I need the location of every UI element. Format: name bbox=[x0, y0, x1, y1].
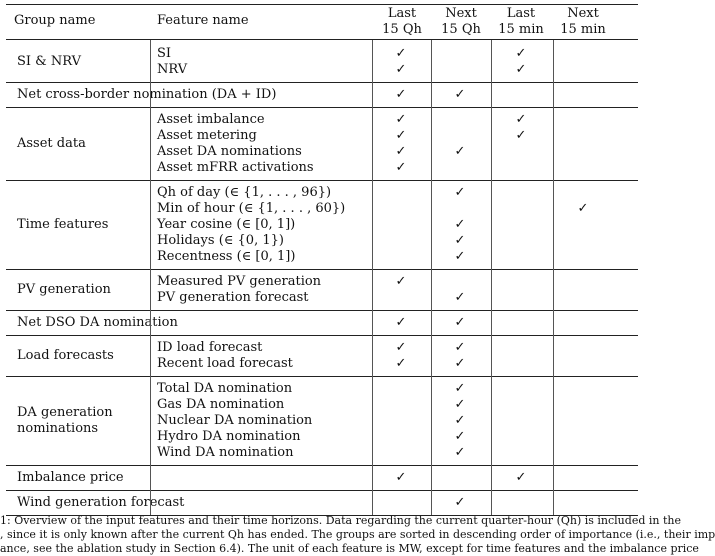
column-divider bbox=[431, 464, 432, 490]
column-divider bbox=[372, 106, 373, 180]
feature-name: Wind DA nomination bbox=[157, 445, 294, 460]
check-icon: ✓ bbox=[395, 46, 407, 61]
group-name: Net DSO DA nomination bbox=[17, 315, 178, 330]
column-divider bbox=[431, 81, 432, 107]
column-divider bbox=[491, 106, 492, 180]
header-last-15min-line2: 15 min bbox=[498, 22, 544, 37]
check-icon: ✓ bbox=[395, 112, 407, 127]
table-rule bbox=[6, 490, 638, 491]
group-name: Wind generation forecast bbox=[17, 495, 185, 510]
column-divider bbox=[372, 179, 373, 269]
check-icon: ✓ bbox=[454, 217, 466, 232]
column-divider bbox=[553, 309, 554, 335]
column-divider bbox=[431, 309, 432, 335]
check-icon: ✓ bbox=[454, 397, 466, 412]
column-divider bbox=[372, 40, 373, 82]
check-icon: ✓ bbox=[395, 62, 407, 77]
check-icon: ✓ bbox=[454, 315, 466, 330]
column-divider bbox=[431, 268, 432, 310]
feature-name: ID load forecast bbox=[157, 340, 263, 355]
column-divider bbox=[372, 464, 373, 490]
feature-name: Asset DA nominations bbox=[157, 144, 302, 159]
table-rule bbox=[6, 269, 638, 270]
column-divider bbox=[150, 179, 151, 269]
check-icon: ✓ bbox=[515, 112, 527, 127]
feature-name: Asset imbalance bbox=[157, 112, 265, 127]
header-next-15min-line2: 15 min bbox=[560, 22, 606, 37]
column-divider bbox=[491, 464, 492, 490]
check-icon: ✓ bbox=[395, 274, 407, 289]
group-name: SI & NRV bbox=[17, 54, 81, 69]
check-icon: ✓ bbox=[395, 144, 407, 159]
column-divider bbox=[553, 268, 554, 310]
check-icon: ✓ bbox=[395, 315, 407, 330]
caption-line-2: , since it is only known after the current Qh has ended. The groups are sorted in descending order of importance (i.e., their imp bbox=[0, 528, 715, 541]
check-icon: ✓ bbox=[577, 201, 589, 216]
header-last-15qh-line1: Last bbox=[387, 6, 417, 21]
column-divider bbox=[553, 106, 554, 180]
table-rule bbox=[6, 376, 638, 377]
header-last-15min-line1: Last bbox=[506, 6, 536, 21]
feature-name: Asset metering bbox=[157, 128, 257, 143]
header-next-15qh-line2: 15 Qh bbox=[441, 22, 481, 37]
check-icon: ✓ bbox=[515, 62, 527, 77]
check-icon: ✓ bbox=[395, 340, 407, 355]
check-icon: ✓ bbox=[395, 160, 407, 175]
table-rule bbox=[6, 39, 638, 40]
column-divider bbox=[150, 309, 151, 335]
check-icon: ✓ bbox=[454, 381, 466, 396]
feature-name: Recentness (∈ [0, 1]) bbox=[157, 249, 296, 264]
column-divider bbox=[553, 334, 554, 376]
column-divider bbox=[372, 309, 373, 335]
column-divider bbox=[553, 179, 554, 269]
feature-name: NRV bbox=[157, 62, 188, 77]
column-divider bbox=[150, 464, 151, 490]
column-divider bbox=[553, 489, 554, 515]
column-divider bbox=[431, 489, 432, 515]
column-divider bbox=[372, 334, 373, 376]
feature-name: SI bbox=[157, 46, 172, 61]
check-icon: ✓ bbox=[454, 249, 466, 264]
feature-name: Measured PV generation bbox=[157, 274, 322, 289]
column-divider bbox=[431, 106, 432, 180]
check-icon: ✓ bbox=[395, 356, 407, 371]
feature-name: Recent load forecast bbox=[157, 356, 293, 371]
check-icon: ✓ bbox=[515, 470, 527, 485]
group-name: PV generation bbox=[17, 282, 111, 297]
group-name: Time features bbox=[17, 217, 109, 232]
table-rule bbox=[6, 335, 638, 336]
check-icon: ✓ bbox=[454, 233, 466, 248]
header-next-15qh-line1: Next bbox=[445, 6, 477, 21]
column-divider bbox=[431, 375, 432, 465]
feature-name: PV generation forecast bbox=[157, 290, 309, 305]
feature-name: Holidays (∈ {0, 1}) bbox=[157, 233, 284, 248]
column-divider bbox=[431, 334, 432, 376]
check-icon: ✓ bbox=[454, 429, 466, 444]
check-icon: ✓ bbox=[454, 144, 466, 159]
column-divider bbox=[491, 334, 492, 376]
column-divider bbox=[553, 81, 554, 107]
feature-name: Gas DA nomination bbox=[157, 397, 285, 412]
column-divider bbox=[150, 81, 151, 107]
header-group-name: Group name bbox=[14, 13, 96, 28]
column-divider bbox=[150, 375, 151, 465]
column-divider bbox=[372, 81, 373, 107]
check-icon: ✓ bbox=[454, 340, 466, 355]
column-divider bbox=[431, 179, 432, 269]
column-divider bbox=[491, 179, 492, 269]
column-divider bbox=[553, 464, 554, 490]
table-rule bbox=[6, 515, 638, 516]
column-divider bbox=[150, 106, 151, 180]
column-divider bbox=[431, 40, 432, 82]
check-icon: ✓ bbox=[454, 87, 466, 102]
check-icon: ✓ bbox=[454, 290, 466, 305]
group-name: DA generation bbox=[17, 405, 113, 420]
column-divider bbox=[491, 309, 492, 335]
group-name: Imbalance price bbox=[17, 470, 124, 485]
feature-name: Year cosine (∈ [0, 1]) bbox=[157, 217, 296, 232]
check-icon: ✓ bbox=[454, 185, 466, 200]
column-divider bbox=[372, 375, 373, 465]
feature-name: Asset mFRR activations bbox=[157, 160, 314, 175]
header-last-15qh-line2: 15 Qh bbox=[382, 22, 422, 37]
table-rule bbox=[6, 180, 638, 181]
header-feature-name: Feature name bbox=[157, 13, 249, 28]
caption-line-1: 1: Overview of the input features and their time horizons. Data regarding the current quarter-hour (Qh) is included in the bbox=[0, 514, 681, 527]
check-icon: ✓ bbox=[395, 470, 407, 485]
column-divider bbox=[553, 40, 554, 82]
check-icon: ✓ bbox=[515, 46, 527, 61]
table-rule bbox=[6, 82, 638, 83]
feature-name: Nuclear DA nomination bbox=[157, 413, 313, 428]
feature-name: Total DA nomination bbox=[157, 381, 293, 396]
column-divider bbox=[150, 334, 151, 376]
column-divider bbox=[491, 375, 492, 465]
header-next-15min-line1: Next bbox=[567, 6, 599, 21]
group-name: nominations bbox=[17, 421, 99, 436]
check-icon: ✓ bbox=[454, 413, 466, 428]
feature-name: Min of hour (∈ {1, . . . , 60}) bbox=[157, 201, 346, 216]
column-divider bbox=[491, 268, 492, 310]
column-divider bbox=[372, 489, 373, 515]
check-icon: ✓ bbox=[395, 87, 407, 102]
group-name: Asset data bbox=[17, 136, 86, 151]
table-rule bbox=[6, 4, 638, 5]
column-divider bbox=[150, 268, 151, 310]
column-divider bbox=[491, 81, 492, 107]
check-icon: ✓ bbox=[454, 356, 466, 371]
group-name: Net cross-border nomination (DA + ID) bbox=[17, 87, 277, 102]
check-icon: ✓ bbox=[515, 128, 527, 143]
table-rule bbox=[6, 465, 638, 466]
feature-name: Hydro DA nomination bbox=[157, 429, 301, 444]
check-icon: ✓ bbox=[395, 128, 407, 143]
column-divider bbox=[150, 489, 151, 515]
feature-name: Qh of day (∈ {1, . . . , 96}) bbox=[157, 185, 332, 200]
table-rule bbox=[6, 107, 638, 108]
caption-line-3: ance, see the ablation study in Section 6.4). The unit of each feature is MW, except for time features and the imbalance price bbox=[0, 542, 699, 555]
column-divider bbox=[491, 489, 492, 515]
check-icon: ✓ bbox=[454, 445, 466, 460]
table-rule bbox=[6, 310, 638, 311]
check-icon: ✓ bbox=[454, 495, 466, 510]
group-name: Load forecasts bbox=[17, 348, 114, 363]
column-divider bbox=[553, 375, 554, 465]
column-divider bbox=[372, 268, 373, 310]
column-divider bbox=[150, 40, 151, 82]
column-divider bbox=[491, 40, 492, 82]
